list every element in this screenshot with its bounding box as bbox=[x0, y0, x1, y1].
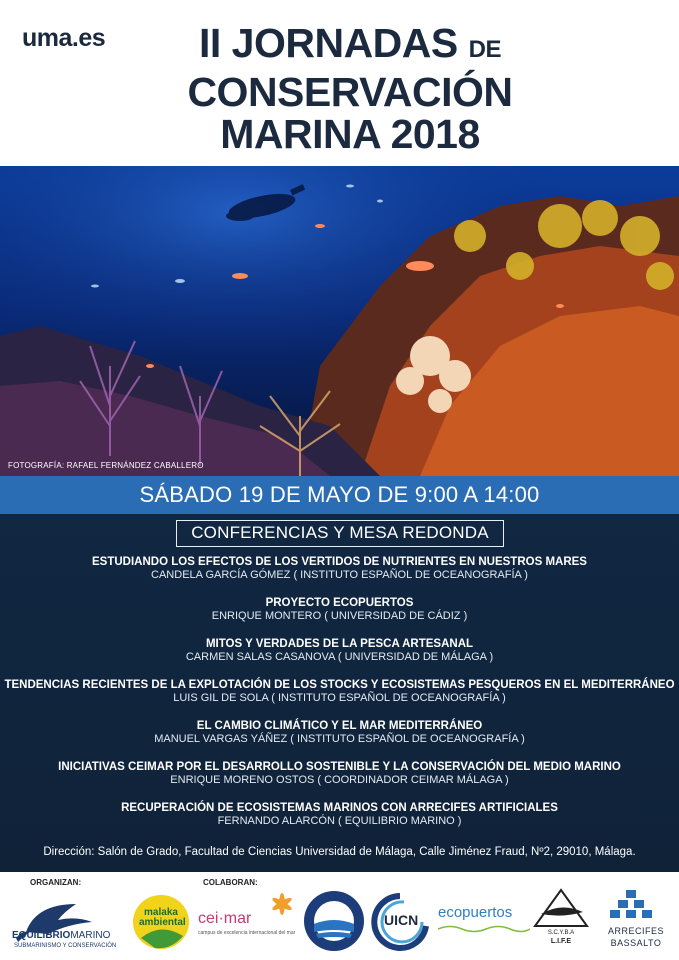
reef-blocks-icon bbox=[596, 888, 676, 922]
ieo-logo[interactable] bbox=[302, 888, 366, 954]
talk-speaker: CARMEN SALAS CASANOVA ( UNIVERSIDAD DE MÁLAGA ) bbox=[185, 651, 494, 663]
poster-header bbox=[0, 0, 679, 166]
talk-speaker: CANDELA GARCÍA GÓMEZ ( INSTITUTO ESPAÑOL DE OCEANOGRAFÍA ) bbox=[151, 569, 528, 581]
talk-list bbox=[0, 556, 679, 843]
talk-speaker: ENRIQUE MORENO OSTOS ( COORDINADOR CEIMAR MÁLAGA ) bbox=[170, 774, 509, 786]
sponsors-footer bbox=[0, 872, 679, 960]
talk-title: EL CAMBIO CLIMÁTICO Y EL MAR MEDITERRÁNEO bbox=[196, 720, 483, 732]
equilibrio-name-b: MARINO bbox=[70, 930, 111, 941]
organizers-label: ORGANIZAN: bbox=[30, 878, 82, 887]
title-line-1: II JORNADAS bbox=[198, 20, 458, 66]
talk-title: RECUPERACIÓN DE ECOSISTEMAS MARINOS CON ARRECIFES ARTIFICIALES bbox=[121, 802, 558, 814]
talk-item bbox=[0, 556, 679, 597]
malaka-text-a: malaka bbox=[144, 907, 178, 918]
malaka-ambiental-logo[interactable] bbox=[131, 892, 191, 954]
uma-logo-text: uma.es bbox=[22, 24, 106, 52]
arrecifes-text-b: BASSALTO bbox=[610, 938, 662, 948]
ceimar-name: cei·mar bbox=[198, 910, 252, 927]
section-title: CONFERENCIAS Y MESA REDONDA bbox=[176, 520, 504, 547]
talk-item bbox=[0, 802, 679, 843]
title-de: DE bbox=[468, 36, 501, 63]
talk-item bbox=[0, 597, 679, 638]
scyba-text-a: S.C.Y.B.A bbox=[547, 930, 575, 936]
event-address: Dirección: Salón de Grado, Facultad de Ciencias Universidad de Málaga, Calle Jiménez Fraud, Nº2, 29010, Málaga. bbox=[43, 846, 636, 858]
reef-photo bbox=[0, 166, 679, 476]
talk-item bbox=[0, 761, 679, 802]
title-line-3: MARINA 2018 bbox=[220, 111, 480, 157]
reef-illustration bbox=[0, 166, 679, 476]
talk-item bbox=[0, 679, 679, 720]
poster-title bbox=[150, 22, 550, 155]
talk-item bbox=[0, 720, 679, 761]
talk-speaker: FERNANDO ALARCÓN ( EQUILIBRIO MARINO ) bbox=[217, 815, 462, 827]
equilibrio-name-a: EQUILIBRIO bbox=[12, 930, 71, 941]
talk-title: INICIATIVAS CEIMAR POR EL DESARROLLO SOSTENIBLE Y LA CONSERVACIÓN DEL MEDIO MARINO bbox=[58, 761, 621, 773]
shark-triangle-icon bbox=[533, 888, 589, 928]
ecopuertos-wave-icon bbox=[438, 924, 530, 934]
uicn-logo[interactable] bbox=[370, 892, 434, 952]
malaka-text-b: ambiental bbox=[139, 917, 186, 928]
ceimar-logo[interactable] bbox=[196, 890, 300, 950]
ceimar-sub: campus de excelencia internacional del mar bbox=[198, 930, 296, 936]
collaborators-label: COLABORAN: bbox=[203, 878, 258, 887]
ieo-seal-icon bbox=[302, 888, 366, 954]
equilibrio-sub: SUBMARINISMO Y CONSERVACIÓN bbox=[14, 943, 117, 949]
photo-credit: FOTOGRAFÍA: RAFAEL FERNÁNDEZ CABALLERO bbox=[8, 461, 204, 470]
uicn-text: UICN bbox=[384, 912, 419, 928]
talk-title: PROYECTO ECOPUERTOS bbox=[265, 597, 414, 609]
uma-logo[interactable] bbox=[22, 24, 105, 53]
talk-item bbox=[0, 638, 679, 679]
arrecifes-bassalto-logo[interactable] bbox=[596, 888, 676, 956]
talk-title: TENDENCIAS RECIENTES DE LA EXPLOTACIÓN DE LOS STOCKS Y ECOSISTEMAS PESQUEROS EN EL MEDITERRÁNEO bbox=[4, 679, 675, 691]
ecopuertos-logo[interactable] bbox=[438, 904, 530, 940]
ecopuertos-text: ecopuertos bbox=[438, 904, 513, 921]
scyba-text-b: L.I.F.E bbox=[550, 938, 572, 945]
talk-speaker: MANUEL VARGAS YÁÑEZ ( INSTITUTO ESPAÑOL DE OCEANOGRAFÍA ) bbox=[154, 733, 525, 745]
talk-title: MITOS Y VERDADES DE LA PESCA ARTESANAL bbox=[205, 638, 474, 650]
title-line-2: CONSERVACIÓN bbox=[187, 69, 513, 115]
scyba-life-logo[interactable] bbox=[533, 888, 589, 954]
equilibrio-marino-logo[interactable] bbox=[6, 890, 130, 954]
program-section bbox=[0, 514, 679, 872]
talk-speaker: LUIS GIL DE SOLA ( INSTITUTO ESPAÑOL DE OCEANOGRAFÍA ) bbox=[173, 692, 506, 704]
event-date: SÁBADO 19 DE MAYO DE 9:00 A 14:00 bbox=[0, 476, 679, 514]
arrecifes-text-a: ARRECIFES bbox=[607, 926, 664, 936]
talk-speaker: ENRIQUE MONTERO ( UNIVERSIDAD DE CÁDIZ ) bbox=[211, 610, 468, 622]
talk-title: ESTUDIANDO LOS EFECTOS DE LOS VERTIDOS DE NUTRIENTES EN NUESTROS MARES bbox=[92, 556, 587, 568]
